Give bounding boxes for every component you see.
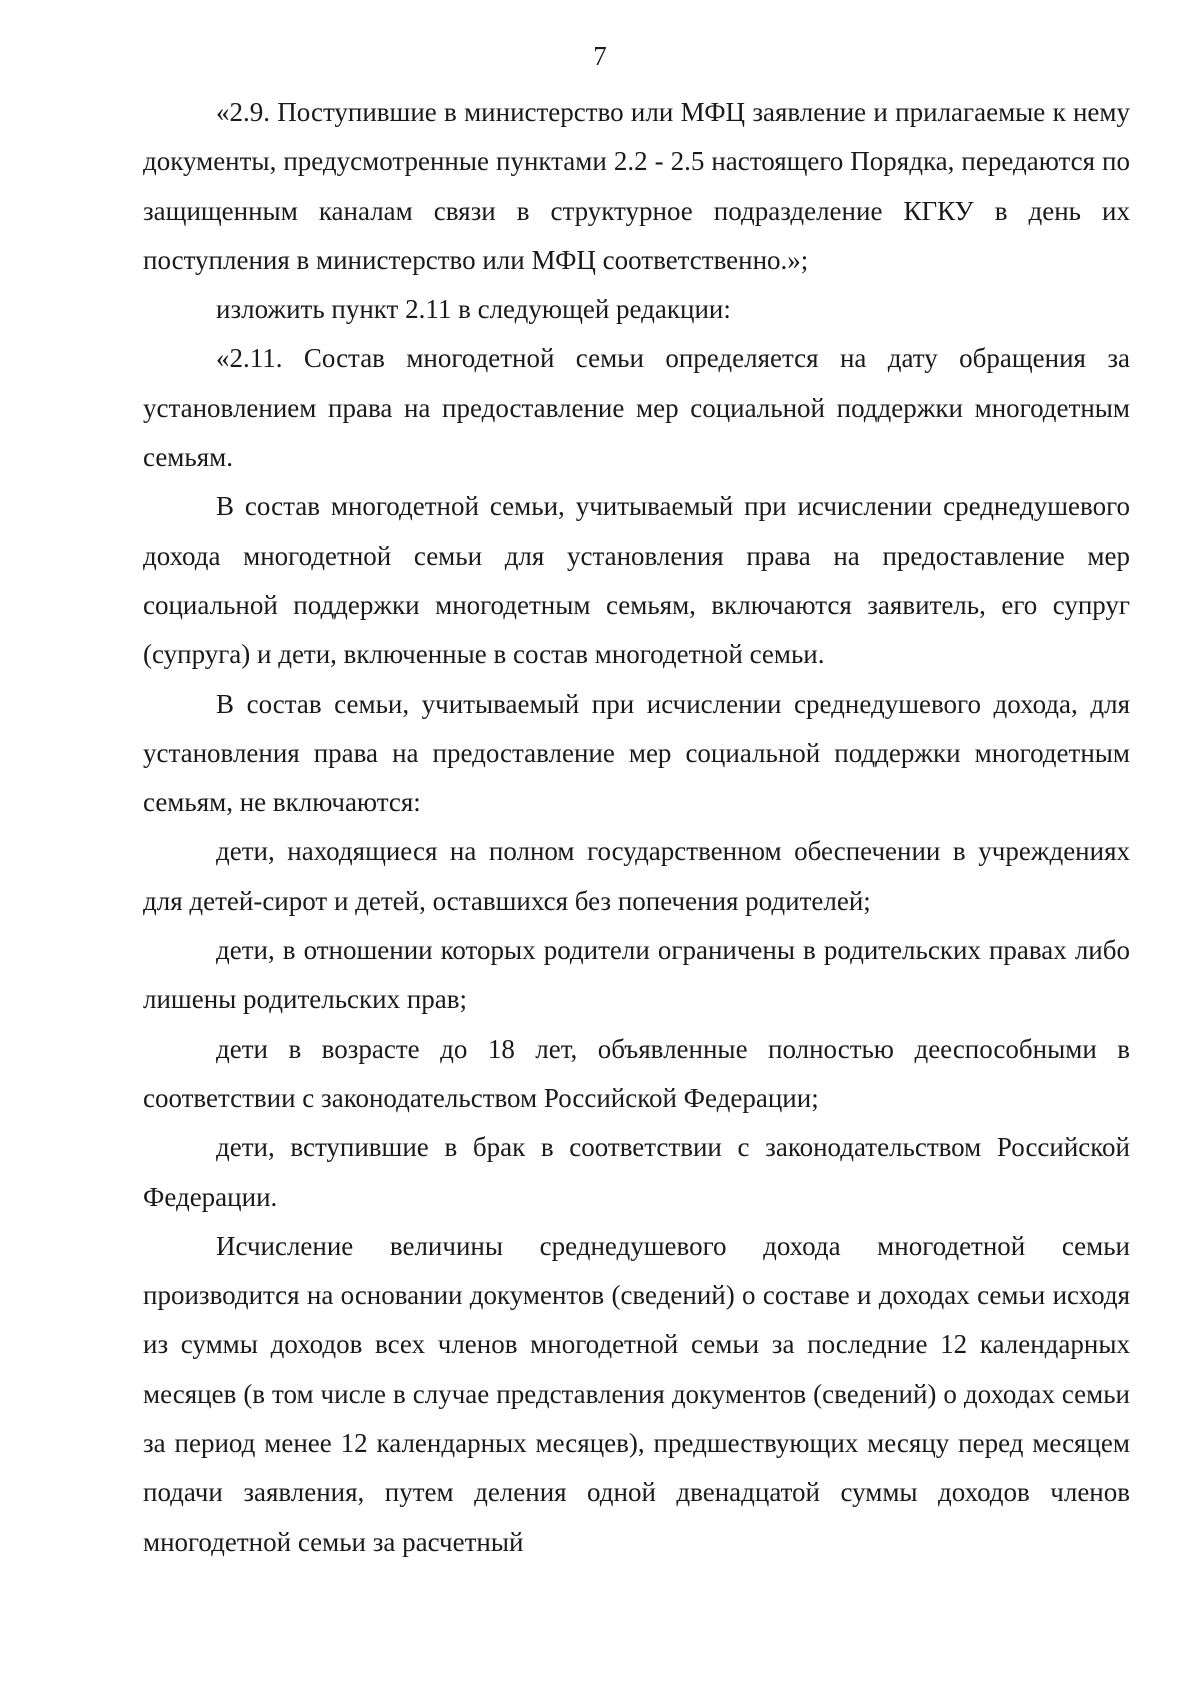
document-body: [143, 88, 1130, 1567]
paragraph-amendment-instruction: изложить пункт 2.11 в следующей редакции:: [216, 294, 731, 325]
list-item-state-support: дети, находящиеся на полном государственном обеспечении в учреждениях для детей-сирот и детей, оставшихся без попечения родителей;: [143, 836, 1130, 916]
paragraph-not-included: В состав семьи, учитываемый при исчислении среднедушевого дохода, для установления права на предоставление мер социальной поддержки многодетным семьям, не включаются:: [143, 688, 1130, 818]
paragraph-income-calculation: Исчисление величины среднедушевого дохода многодетной семьи производится на основании документов (сведений) о составе и доходах семьи исходя из суммы доходов всех членов многодетной семьи за последние 12 календарных месяцев (в том числе в случае представления документов (сведений) о доходах семьи за период менее 12 календарных месяцев), предшествующих месяцу перед месяцем подачи заявления, путем деления одной двенадцатой суммы доходов членов многодетной семьи за расчетный: [143, 1230, 1130, 1557]
list-item-married: дети, вступившие в брак в соответствии с законодательством Российской Федерации.: [143, 1132, 1130, 1212]
paragraph-2-9: «2.9. Поступившие в министерство или МФЦ заявление и прилагаемые к нему документы, предусмотренные пунктами 2.2 - 2.5 настоящего Порядка, передаются по защищенным каналам связи в структурное подразделение КГКУ в день их поступления в министерство или МФЦ соответственно.»;: [143, 97, 1130, 275]
paragraph-2-11: «2.11. Состав многодетной семьи определяется на дату обращения за установлением права на предоставление мер социальной поддержки многодетным семьям.: [143, 343, 1130, 473]
list-item-parental-rights: дети, в отношении которых родители ограничены в родительских правах либо лишены родительских прав;: [143, 935, 1130, 1015]
paragraph-family-composition: В состав многодетной семьи, учитываемый при исчислении среднедушевого дохода многодетной семьи для установления права на предоставление мер социальной поддержки многодетным семьям, включаются заявитель, его супруг (супруга) и дети, включенные в состав многодетной семьи.: [143, 491, 1130, 670]
page-number: 7: [593, 41, 607, 71]
list-item-emancipated: дети в возрасте до 18 лет, объявленные полностью дееспособными в соответствии с законодательством Российской Федерации;: [143, 1033, 1130, 1113]
